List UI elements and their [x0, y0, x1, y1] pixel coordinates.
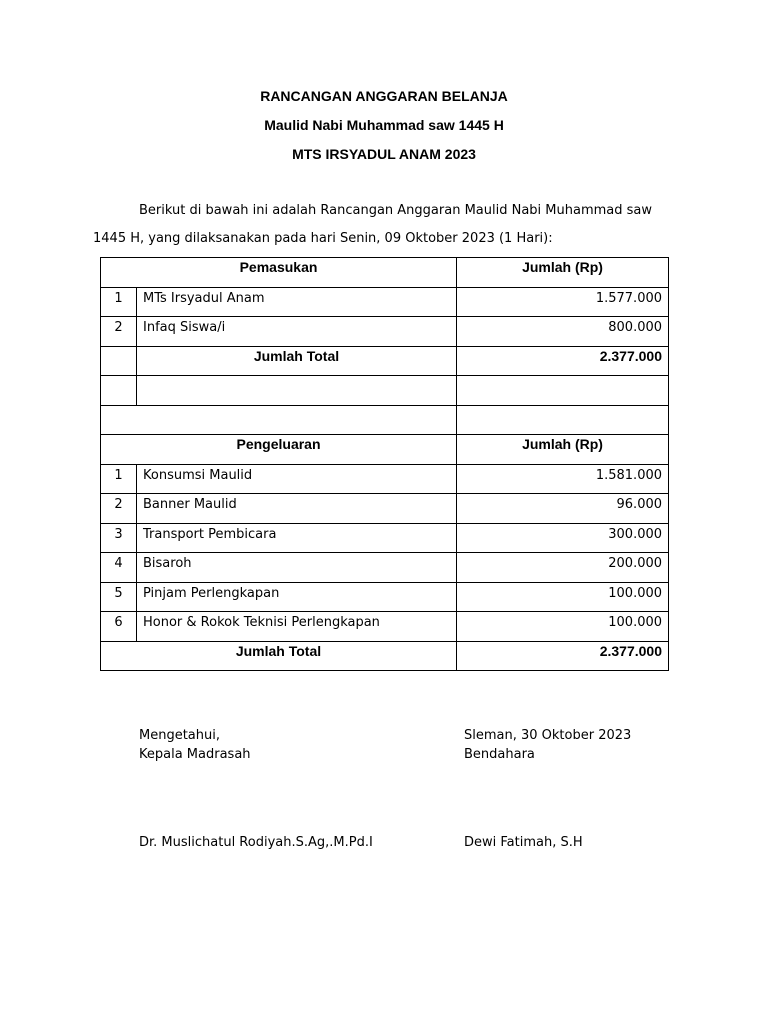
table-row — [101, 523, 669, 553]
intro-text-line2: 1445 H, yang dilaksanakan pada hari Senin, 09 Oktober 2023 (1 Hari): — [93, 231, 553, 246]
expense-total-row — [101, 641, 669, 671]
table-row — [101, 582, 669, 612]
empty-cell — [101, 346, 137, 376]
place-date: Sleman, 30 Oktober 2023 — [464, 728, 632, 743]
expense-header-row — [101, 435, 669, 465]
table-row — [101, 494, 669, 524]
income-header-row — [101, 258, 669, 288]
row-item: Bisaroh — [137, 553, 457, 583]
headmaster-name: Dr. Muslichatul Rodiyah.S.Ag,.M.Pd.I — [139, 835, 373, 850]
school-subtitle: MTS IRSYADUL ANAM 2023 — [292, 146, 476, 162]
row-amount: 100.000 — [457, 612, 669, 642]
empty-cell — [457, 376, 669, 406]
row-number: 6 — [101, 612, 137, 642]
row-amount: 800.000 — [457, 317, 669, 347]
empty-cell — [101, 405, 457, 435]
row-item: Pinjam Perlengkapan — [137, 582, 457, 612]
row-amount: 96.000 — [457, 494, 669, 524]
table-row — [101, 553, 669, 583]
empty-cell — [457, 405, 669, 435]
row-item: Infaq Siswa/i — [137, 317, 457, 347]
headmaster-title: Kepala Madrasah — [139, 747, 251, 762]
spacer-row — [101, 405, 669, 435]
expense-total-label: Jumlah Total — [101, 641, 457, 671]
row-number: 3 — [101, 523, 137, 553]
table-row — [101, 287, 669, 317]
income-total-amount: 2.377.000 — [457, 346, 669, 376]
treasurer-name: Dewi Fatimah, S.H — [464, 835, 583, 850]
row-item: Transport Pembicara — [137, 523, 457, 553]
row-amount: 100.000 — [457, 582, 669, 612]
empty-row — [101, 376, 669, 406]
table-row — [101, 464, 669, 494]
row-number: 1 — [101, 287, 137, 317]
row-amount: 300.000 — [457, 523, 669, 553]
income-header-amount: Jumlah (Rp) — [457, 258, 669, 288]
row-number: 4 — [101, 553, 137, 583]
acknowledged-label: Mengetahui, — [139, 728, 220, 743]
document-title: RANCANGAN ANGGARAN BELANJA — [260, 88, 508, 104]
row-number: 5 — [101, 582, 137, 612]
budget-table — [100, 257, 669, 671]
empty-cell — [137, 376, 457, 406]
row-amount: 1.577.000 — [457, 287, 669, 317]
row-amount: 1.581.000 — [457, 464, 669, 494]
treasurer-title: Bendahara — [464, 747, 535, 762]
income-total-row — [101, 346, 669, 376]
row-number: 1 — [101, 464, 137, 494]
expense-header-label: Pengeluaran — [101, 435, 457, 465]
row-item: Honor & Rokok Teknisi Perlengkapan — [137, 612, 457, 642]
intro-text-line1: Berikut di bawah ini adalah Rancangan Anggaran Maulid Nabi Muhammad saw — [139, 203, 652, 218]
table-row — [101, 612, 669, 642]
row-item: Banner Maulid — [137, 494, 457, 524]
row-amount: 200.000 — [457, 553, 669, 583]
empty-cell — [101, 376, 137, 406]
row-item: MTs Irsyadul Anam — [137, 287, 457, 317]
row-number: 2 — [101, 494, 137, 524]
row-item: Konsumsi Maulid — [137, 464, 457, 494]
expense-total-amount: 2.377.000 — [457, 641, 669, 671]
row-number: 2 — [101, 317, 137, 347]
income-total-label: Jumlah Total — [137, 346, 457, 376]
table-row — [101, 317, 669, 347]
income-header-label: Pemasukan — [101, 258, 457, 288]
expense-header-amount: Jumlah (Rp) — [457, 435, 669, 465]
event-subtitle: Maulid Nabi Muhammad saw 1445 H — [264, 117, 504, 133]
